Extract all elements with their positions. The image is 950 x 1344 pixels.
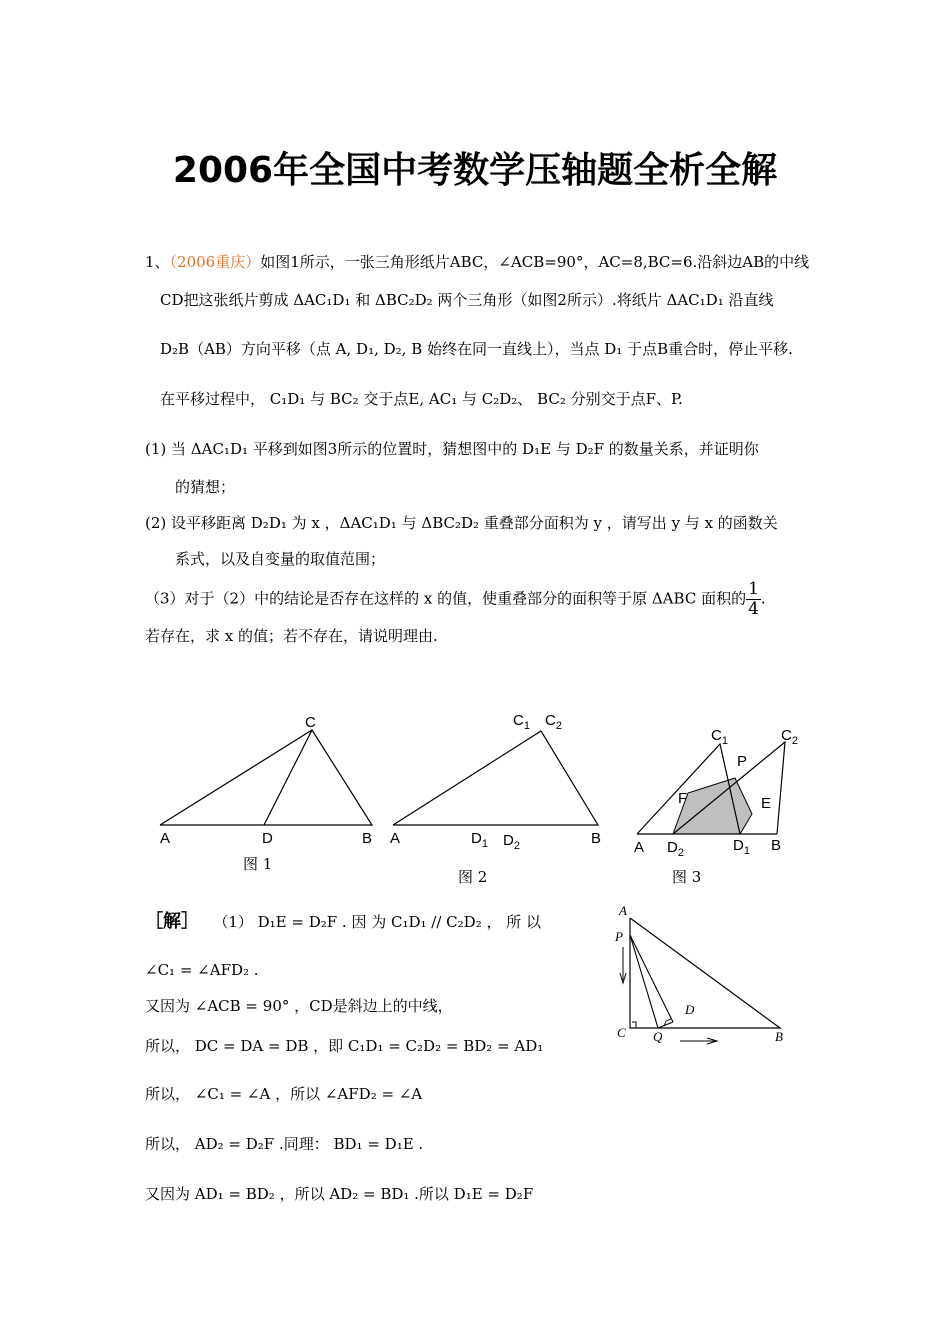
page-title: 2006年全国中考数学压轴题全析全解 — [172, 150, 778, 191]
triangle-abc — [160, 730, 372, 825]
figure-3 — [625, 720, 815, 865]
label-c: C — [617, 1025, 626, 1040]
median-cd — [264, 730, 312, 825]
problem-line-2: CD把这张纸片剪成 ΔAC₁D₁ 和 ΔBC₂D₂ 两个三角形（如图2所示）.将纸片 ΔAC₁D₁ 沿直线 — [160, 291, 774, 309]
solution-line-3: 又因为 ∠ACB = 90° ，CD是斜边上的中线， — [145, 997, 453, 1015]
fraction-numerator: 1 — [748, 579, 759, 599]
label-d: D — [685, 1002, 695, 1017]
label-a: A — [160, 830, 171, 847]
label-d1: $D_1$ — [471, 830, 488, 850]
question-1-line-2: 的猜想； — [175, 478, 236, 496]
segment-pq — [630, 935, 658, 1028]
right-angle-mark-c — [632, 1022, 636, 1028]
question-3-text: （3）对于（2）中的结论是否存在这样的 x 的值，使重叠部分的面积等于原 ΔABC 面积的 — [145, 589, 747, 608]
label-p: P — [615, 929, 623, 944]
figure-2-caption: 图 2 — [458, 868, 488, 886]
solution-line-7: 又因为 AD₁ = BD₂ ，所以 AD₂ = BD₁ .所以 D₁E = D₂F — [145, 1185, 534, 1203]
solution-heading: ［解］ — [145, 911, 199, 932]
label-c2: $C_2$ — [781, 727, 798, 747]
figure-2 — [385, 705, 615, 865]
figure-4 — [605, 895, 820, 1055]
label-c2: $C_2$ — [545, 712, 562, 732]
label-b: B — [362, 830, 373, 847]
question-1-line-1: (1) 当 ΔAC₁D₁ 平移到如图3所示的位置时，猜想图中的 D₁E 与 D₂F 的数量关系，并证明你 — [145, 440, 759, 458]
question-2-line-1: (2) 设平移距离 D₂D₁ 为 x ，ΔAC₁D₁ 与 ΔBC₂D₂ 重叠部分面积为 y ，请写出 y 与 x 的函数关 — [145, 514, 778, 532]
solution-line-5: 所以， ∠C₁ = ∠A ，所以 ∠AFD₂ = ∠A — [145, 1085, 423, 1103]
label-e: E — [761, 795, 772, 812]
figure-1 — [150, 705, 390, 865]
problem-line-4: 在平移过程中， C₁D₁ 与 BC₂ 交于点E, AC₁ 与 C₂D₂、 BC₂ 分别交于点F、P. — [160, 390, 683, 408]
label-d2: $D_2$ — [503, 832, 520, 852]
problem-number: 1、 — [145, 253, 170, 271]
label-b: B — [771, 837, 782, 854]
fraction-denominator: 4 — [748, 599, 759, 619]
triangles-acd-bcd — [393, 731, 598, 825]
label-p: P — [737, 753, 748, 770]
solution-line-1 — [145, 912, 541, 932]
label-q: Q — [653, 1029, 663, 1044]
label-c1: $C_1$ — [711, 727, 728, 747]
question-3-line-1 — [145, 580, 766, 619]
solution-line-2: ∠C₁ = ∠AFD₂ . — [145, 961, 259, 979]
label-a: A — [619, 903, 627, 918]
figure-1-caption: 图 1 — [243, 855, 273, 873]
problem-line-1 — [145, 252, 809, 272]
label-a: A — [390, 830, 401, 847]
label-d1: $D_1$ — [733, 837, 750, 857]
problem-line-3: D₂B（AB）方向平移（点 A, D₁, D₂, B 始终在同一直线上），当点 D₁ 于点B重合时，停止平移. — [160, 340, 793, 358]
label-c: C — [305, 714, 316, 731]
figure-3-caption: 图 3 — [672, 868, 702, 886]
label-b: B — [775, 1029, 783, 1044]
problem-text: 如图1所示，一张三角形纸片ABC，∠ACB=90°，AC=8,BC=6.沿斜边AB的中线 — [260, 253, 810, 271]
label-c1: $C_1$ — [513, 712, 530, 732]
question-3-line-2: 若存在，求 x 的值；若不存在，请说明理由. — [145, 627, 438, 645]
segment-pd — [630, 935, 673, 1022]
problem-source: （2006重庆） — [169, 253, 261, 271]
fraction-one-quarter — [746, 580, 761, 619]
solution-text: （1） D₁E = D₂F . 因 为 C₁D₁ // C₂D₂ ， 所 以 — [213, 913, 542, 931]
label-a: A — [634, 839, 645, 856]
question-3-period: . — [760, 589, 766, 608]
label-d2: $D_2$ — [667, 839, 684, 859]
solution-line-6: 所以， AD₂ = D₂F .同理： BD₁ = D₁E . — [145, 1135, 424, 1153]
solution-line-4: 所以， DC = DA = DB ，即 C₁D₁ = C₂D₂ = BD₂ = AD₁ — [145, 1037, 544, 1055]
label-f: F — [678, 790, 688, 807]
question-2-line-2: 系式，以及自变量的取值范围； — [175, 550, 386, 568]
label-d: D — [262, 830, 273, 847]
label-b: B — [591, 830, 602, 847]
